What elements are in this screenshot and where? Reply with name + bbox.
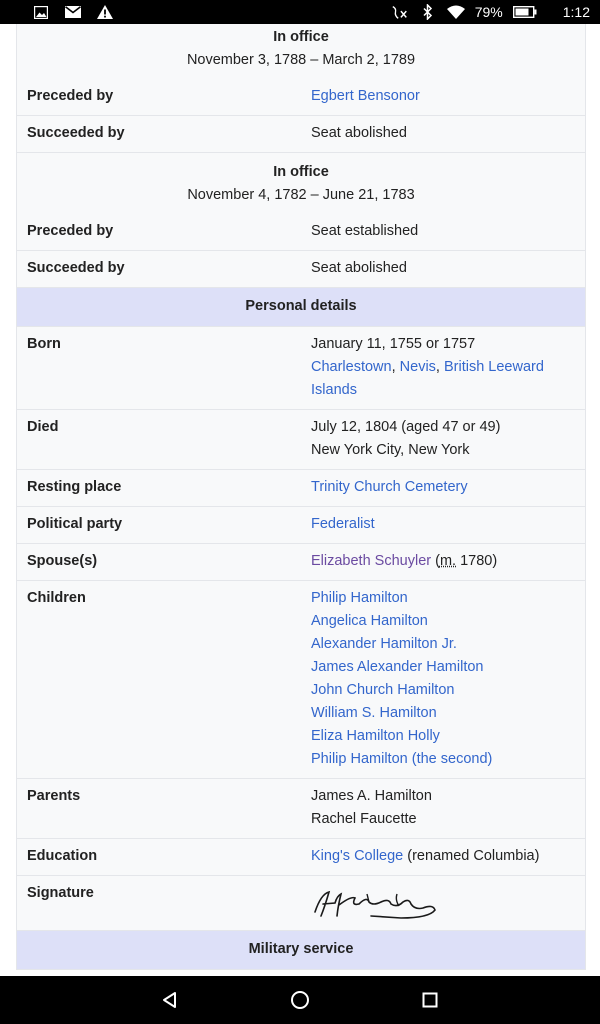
- political-party-link[interactable]: Federalist: [311, 516, 375, 532]
- born-date: January 11, 1755 or 1757: [311, 336, 476, 352]
- born-place-link-leeward[interactable]: British Leeward: [443, 359, 544, 375]
- succeeded-by-label: Succeeded by: [27, 125, 125, 141]
- died-row: [17, 410, 585, 470]
- vibrate-off-icon: [391, 4, 409, 20]
- political-party-label: Political party: [27, 516, 123, 532]
- born-place-link-islands[interactable]: Islands: [311, 382, 357, 398]
- warning-icon: [96, 4, 114, 20]
- office-term-2: [17, 153, 585, 214]
- bluetooth-icon: [419, 4, 437, 20]
- political-party-row: [17, 507, 585, 544]
- succeeded-by-row: [17, 251, 585, 288]
- parents-row: [17, 779, 585, 839]
- resting-place-row: [17, 470, 585, 507]
- born-place-link-charlestown[interactable]: Charlestown: [311, 359, 392, 375]
- education-link[interactable]: King's College: [311, 848, 404, 864]
- signature-image[interactable]: [311, 882, 575, 934]
- notification-icons: [32, 4, 114, 20]
- spouse-row: [17, 544, 585, 581]
- spouse-label: Spouse(s): [27, 553, 98, 569]
- married-abbr: m.: [439, 553, 457, 569]
- child-link[interactable]: Philip Hamilton: [311, 590, 408, 606]
- separator: ,: [435, 359, 444, 375]
- succeeded-by-row: [17, 116, 585, 153]
- signature-row: [17, 876, 585, 931]
- education-row: [17, 839, 585, 876]
- succeeded-by-value: Seat abolished: [311, 260, 407, 276]
- preceded-by-row: [17, 79, 585, 116]
- office-dates: November 3, 1788 – March 2, 1789: [186, 52, 416, 68]
- spouse-year: 1780): [456, 553, 498, 569]
- children-label: Children: [27, 590, 86, 606]
- battery-icon: [513, 4, 537, 20]
- preceded-by-label: Preceded by: [27, 88, 114, 104]
- children-row: [17, 581, 585, 779]
- office-heading: In office: [273, 29, 329, 45]
- separator: ,: [391, 359, 400, 375]
- resting-place-link[interactable]: Trinity Church Cemetery: [311, 479, 468, 495]
- child-link[interactable]: Eliza Hamilton Holly: [311, 728, 440, 744]
- infobox: [16, 24, 586, 970]
- parents-label: Parents: [27, 788, 81, 804]
- education-label: Education: [27, 848, 98, 864]
- resting-place-label: Resting place: [27, 479, 122, 495]
- died-place: New York City, New York: [311, 442, 470, 458]
- spouse-link[interactable]: Elizabeth Schuyler: [311, 553, 432, 569]
- system-icons: [391, 4, 590, 20]
- preceded-by-label: Preceded by: [27, 223, 114, 239]
- died-label: Died: [27, 419, 59, 435]
- mail-icon: [64, 4, 82, 20]
- child-link[interactable]: Angelica Hamilton: [311, 613, 428, 629]
- child-link[interactable]: William S. Hamilton: [311, 705, 437, 721]
- parent-name: Rachel Faucette: [311, 811, 417, 827]
- born-place-link-nevis[interactable]: Nevis: [399, 359, 436, 375]
- office-dates: November 4, 1782 – June 21, 1783: [187, 187, 415, 203]
- preceded-by-value: Seat established: [311, 223, 419, 239]
- clock: 1:12: [562, 4, 590, 20]
- preceded-by-row: [17, 214, 585, 251]
- education-note: (renamed Columbia): [403, 848, 540, 864]
- back-icon[interactable]: [158, 988, 182, 1012]
- succeeded-by-label: Succeeded by: [27, 260, 125, 276]
- born-label: Born: [27, 336, 61, 352]
- spouse-paren: (: [431, 553, 440, 569]
- navigation-bar: [0, 976, 600, 1024]
- child-link[interactable]: John Church Hamilton: [311, 682, 455, 698]
- born-row: [17, 327, 585, 410]
- child-link[interactable]: James Alexander Hamilton: [311, 659, 484, 675]
- home-icon[interactable]: [288, 988, 312, 1012]
- page-content[interactable]: [0, 24, 600, 976]
- children-list: [301, 581, 585, 778]
- child-link[interactable]: Alexander Hamilton Jr.: [311, 636, 457, 652]
- office-term-1: [17, 24, 585, 79]
- died-date: July 12, 1804 (aged 47 or 49): [311, 419, 501, 435]
- recents-icon[interactable]: [418, 988, 442, 1012]
- wifi-icon: [447, 4, 465, 20]
- child-link[interactable]: Philip Hamilton (the second): [311, 751, 493, 767]
- battery-percent: 79%: [474, 4, 503, 20]
- personal-details-header: Personal details: [17, 288, 585, 327]
- preceded-by-link[interactable]: Egbert Bensonor: [311, 88, 420, 104]
- parent-name: James A. Hamilton: [311, 788, 432, 804]
- office-heading: In office: [273, 164, 329, 180]
- succeeded-by-value: Seat abolished: [311, 125, 407, 141]
- signature-label: Signature: [27, 885, 94, 901]
- status-bar: [0, 0, 600, 24]
- military-service-header[interactable]: Military service: [17, 931, 585, 970]
- image-icon: [32, 4, 50, 20]
